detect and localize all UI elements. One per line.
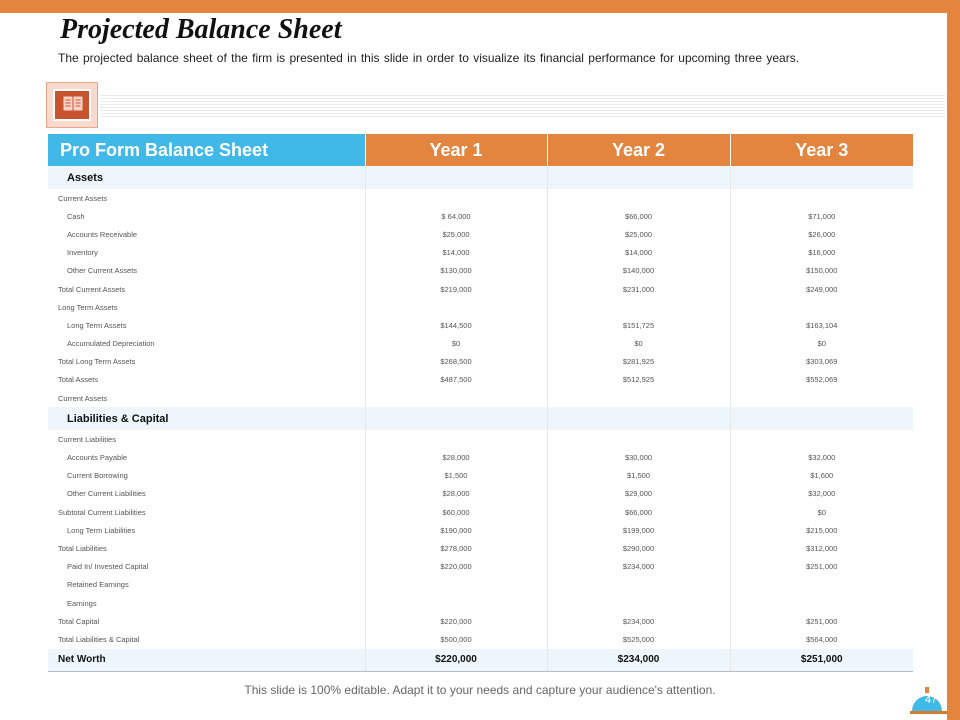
value-cell: $28,000 — [365, 485, 547, 503]
header-cell: Year 2 — [547, 134, 730, 166]
value-cell: $303,069 — [730, 353, 913, 371]
value-cell: $251,000 — [730, 649, 913, 672]
table-row — [48, 353, 913, 371]
row-label: Total Liabilities — [58, 543, 107, 553]
value-cell: $0 — [730, 335, 913, 353]
table-row — [48, 389, 913, 407]
value-cell: $25,000 — [365, 225, 547, 243]
table-row — [48, 576, 913, 594]
value-cell: $16,000 — [730, 244, 913, 262]
table-row — [48, 521, 913, 539]
row-label: Current Liabilities — [58, 434, 116, 444]
value-cell: $278,000 — [365, 539, 547, 557]
row-label: Total Capital — [58, 616, 100, 626]
value-cell — [730, 166, 913, 189]
table-row — [48, 503, 913, 521]
value-cell — [365, 407, 547, 430]
slide-subtitle: The projected balance sheet of the firm is presented in this slide in order to visualize its financial performance for upcoming three years. — [58, 51, 800, 65]
value-cell: $66,000 — [547, 503, 730, 521]
row-label: Accumulated Depreciation — [67, 339, 155, 349]
value-cell: $26,000 — [730, 225, 913, 243]
value-cell — [365, 389, 547, 407]
value-cell: $0 — [547, 335, 730, 353]
value-cell — [365, 166, 547, 189]
value-cell — [730, 430, 913, 448]
table-row — [48, 244, 913, 262]
value-cell: $190,000 — [365, 521, 547, 539]
table-row — [48, 485, 913, 503]
value-cell: $60,000 — [365, 503, 547, 521]
book-icon — [55, 89, 91, 121]
row-label: Total Current Assets — [58, 284, 126, 294]
row-label: Current Assets — [58, 393, 108, 403]
value-cell — [547, 576, 730, 594]
row-label: Total Assets — [58, 375, 99, 385]
value-cell — [730, 594, 913, 612]
value-cell — [547, 298, 730, 316]
row-label: Cash — [67, 211, 85, 221]
value-cell: $14,000 — [365, 244, 547, 262]
value-cell: $28,000 — [365, 448, 547, 466]
table-header-row — [48, 134, 913, 166]
value-cell: $220,000 — [365, 649, 547, 672]
row-label: Net Worth — [48, 649, 365, 672]
value-cell: $487,500 — [365, 371, 547, 389]
table-row — [48, 207, 913, 225]
table-body — [48, 166, 913, 671]
value-cell: $199,000 — [547, 521, 730, 539]
value-cell — [547, 389, 730, 407]
row-label: Other Current Liabilities — [67, 489, 146, 499]
value-cell: $150,000 — [730, 262, 913, 280]
row-label: Total Liabilities & Capital — [58, 634, 140, 644]
value-cell: $234,000 — [547, 558, 730, 576]
value-cell: $25,000 — [547, 225, 730, 243]
value-cell: $290,000 — [547, 539, 730, 557]
balance-sheet-table — [48, 134, 913, 672]
value-cell: $552,069 — [730, 371, 913, 389]
value-cell: $151,725 — [547, 316, 730, 334]
value-cell — [730, 189, 913, 207]
page-number: 47 — [924, 694, 938, 706]
value-cell — [547, 594, 730, 612]
value-cell — [365, 430, 547, 448]
value-cell: $249,000 — [730, 280, 913, 298]
row-label: Paid In/ Invested Capital — [67, 562, 149, 572]
value-cell: $130,000 — [365, 262, 547, 280]
value-cell: $234,000 — [547, 612, 730, 630]
value-cell: $251,000 — [730, 612, 913, 630]
slide-title: Projected Balance Sheet — [60, 14, 342, 45]
value-cell: $140,000 — [547, 262, 730, 280]
value-cell: $500,000 — [365, 630, 547, 648]
header-cell: Year 1 — [365, 134, 547, 166]
value-cell — [730, 298, 913, 316]
value-cell: $71,000 — [730, 207, 913, 225]
value-cell: $220,000 — [365, 612, 547, 630]
table-row — [48, 539, 913, 557]
value-cell: $29,000 — [547, 485, 730, 503]
value-cell — [730, 407, 913, 430]
value-cell: $312,000 — [730, 539, 913, 557]
value-cell: $564,000 — [730, 630, 913, 648]
value-cell — [365, 594, 547, 612]
header-cell: Pro Form Balance Sheet — [48, 134, 365, 166]
right-frame-bar — [947, 0, 960, 720]
row-label: Liabilities & Capital — [48, 407, 365, 430]
value-cell — [730, 389, 913, 407]
table-row — [48, 612, 913, 630]
row-label: Retained Earnings — [67, 580, 129, 590]
table-row — [48, 298, 913, 316]
value-cell — [730, 576, 913, 594]
row-label: Accounts Payable — [67, 453, 128, 463]
value-cell: $525,000 — [547, 630, 730, 648]
value-cell: $32,000 — [730, 448, 913, 466]
row-label: Current Borrowing — [67, 471, 128, 481]
value-cell — [547, 189, 730, 207]
table-row — [48, 558, 913, 576]
value-cell: $ 64,000 — [365, 207, 547, 225]
net-worth-row — [48, 649, 913, 672]
value-cell: $251,000 — [730, 558, 913, 576]
table-row — [48, 262, 913, 280]
value-cell: $1,500 — [365, 467, 547, 485]
table-row — [48, 467, 913, 485]
row-label: Long Term Assets — [58, 302, 118, 312]
value-cell: $220,000 — [365, 558, 547, 576]
row-label: Other Current Assets — [67, 266, 138, 276]
value-cell — [547, 407, 730, 430]
header-cell: Year 3 — [730, 134, 913, 166]
table-row — [48, 225, 913, 243]
value-cell: $66,000 — [547, 207, 730, 225]
slide-footer: This slide is 100% editable. Adapt it to your needs and capture your audience's attention. — [244, 683, 716, 697]
table-row — [48, 316, 913, 334]
value-cell — [547, 166, 730, 189]
value-cell: $0 — [365, 335, 547, 353]
value-cell: $512,925 — [547, 371, 730, 389]
value-cell: $215,000 — [730, 521, 913, 539]
section-row — [48, 407, 913, 430]
row-label: Long Term Assets — [67, 320, 127, 330]
value-cell: $281,925 — [547, 353, 730, 371]
value-cell: $14,000 — [547, 244, 730, 262]
row-label: Long Term Liabilities — [67, 525, 136, 535]
section-row — [48, 166, 913, 189]
table-row — [48, 189, 913, 207]
value-cell: $30,000 — [547, 448, 730, 466]
row-label: Earnings — [67, 598, 97, 608]
value-cell — [365, 189, 547, 207]
value-cell — [547, 430, 730, 448]
value-cell: $231,000 — [547, 280, 730, 298]
top-frame-bar — [0, 0, 960, 13]
table-row — [48, 594, 913, 612]
row-label: Subtotal Current Liabilities — [58, 507, 146, 517]
table-row — [48, 371, 913, 389]
value-cell: $1,600 — [730, 467, 913, 485]
value-cell: $268,500 — [365, 353, 547, 371]
balance-sheet-icon — [46, 82, 98, 128]
value-cell: $0 — [730, 503, 913, 521]
row-label: Inventory — [67, 248, 98, 258]
table-row — [48, 630, 913, 648]
row-label: Accounts Receivable — [67, 229, 138, 239]
value-cell: $1,500 — [547, 467, 730, 485]
table-row — [48, 280, 913, 298]
value-cell: $144,500 — [365, 316, 547, 334]
row-label: Assets — [48, 166, 365, 189]
value-cell: $219,000 — [365, 280, 547, 298]
table-row — [48, 448, 913, 466]
value-cell — [365, 576, 547, 594]
value-cell — [365, 298, 547, 316]
row-label: Total Long Term Assets — [58, 357, 136, 367]
value-cell: $163,104 — [730, 316, 913, 334]
value-cell: $32,000 — [730, 485, 913, 503]
row-label: Current Assets — [58, 193, 108, 203]
value-cell: $234,000 — [547, 649, 730, 672]
decorative-stripes — [100, 95, 945, 117]
table-row — [48, 430, 913, 448]
table-row — [48, 335, 913, 353]
